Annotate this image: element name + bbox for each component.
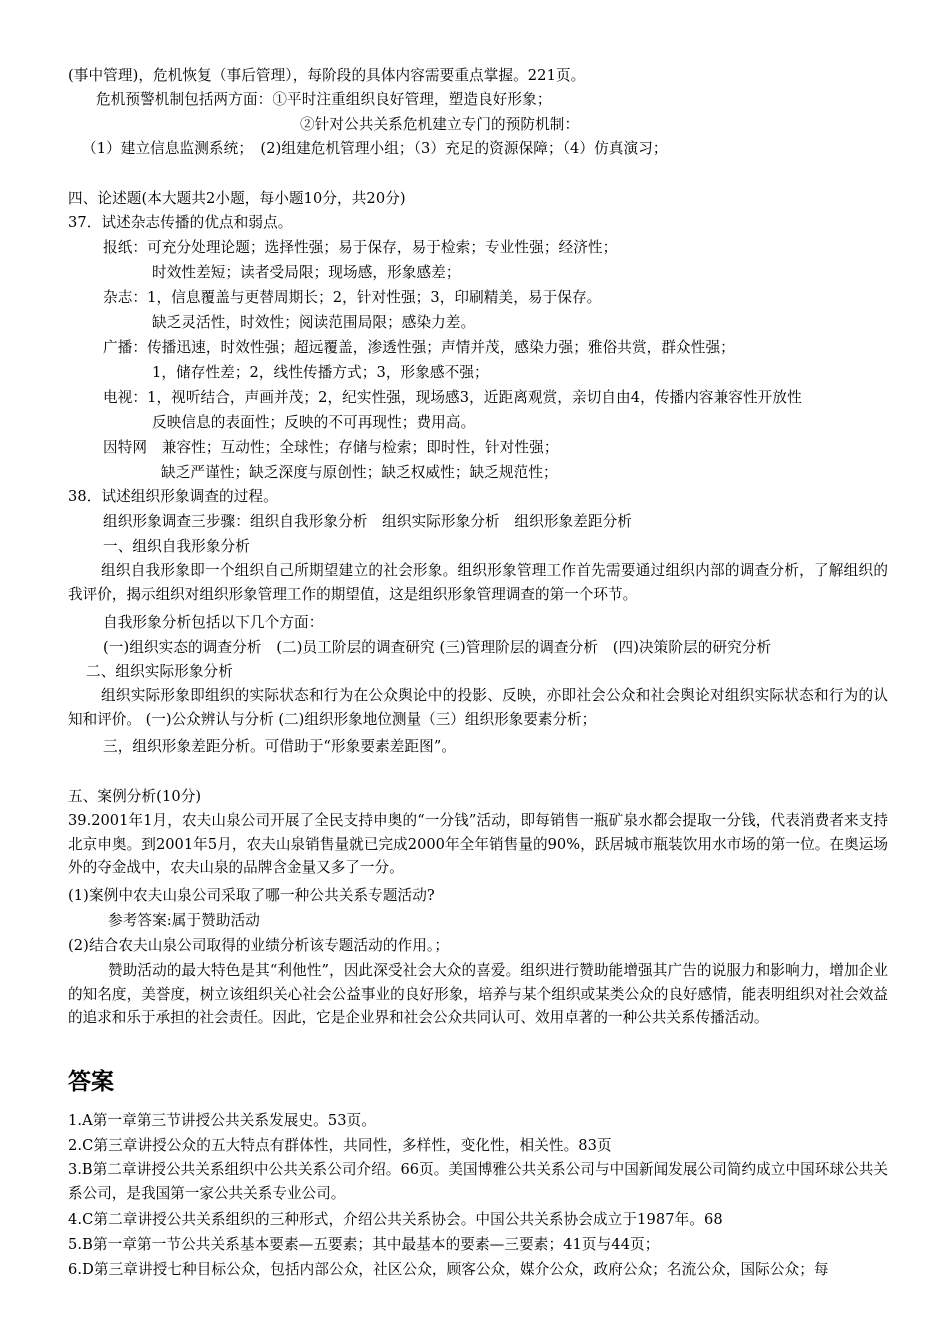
text-line: 时效性差短；读者受局限；现场感，形象感差； xyxy=(152,264,461,281)
answer-item: 2.C第三章讲授公众的五大特点有群体性，共同性，多样性，变化性，相关性。83页 xyxy=(68,1137,612,1154)
text-line: 自我形象分析包括以下几个方面： xyxy=(103,614,324,631)
question-line: (2)结合农夫山泉公司取得的业绩分析该专题活动的作用。； xyxy=(68,937,450,954)
text-line: （1）建立信息监测系统； (2)组建危机管理小组；（3）充足的资源保障；（4）仿真演习； xyxy=(82,140,668,157)
answer-item: 3.B第二章讲授公共关系组织中公共关系公司介绍。66页。美国博雅公共关系公司与中国新闻发展公司简约成立中国环球公共关系公司，是我国第一家公共关系专业公司。 xyxy=(68,1161,888,1202)
text-line: 三，组织形象差距分析。可借助于“形象要素差距图”。 xyxy=(103,738,457,755)
question-title: 37．试述杂志传播的优点和弱点。 xyxy=(68,214,293,231)
section-title: 五、案例分析(10分) xyxy=(68,788,202,805)
text-line: (一)组织实态的调查分析 (二)员工阶层的调查研究 (三)管理阶层的调查分析 (四)决策阶层的研究分析 xyxy=(103,639,772,656)
text-line: 危机预警机制包括两方面：①平时注重组织良好管理，塑造良好形象； xyxy=(96,91,552,108)
text-line: 缺乏灵活性，时效性；阅读范围局限；感染力差。 xyxy=(152,314,476,331)
text-line: ②针对公共关系危机建立专门的预防机制： xyxy=(300,116,580,133)
text-line: 因特网 兼容性；互动性；全球性；存储与检索；即时性，针对性强； xyxy=(103,439,559,456)
answers-heading: 答案 xyxy=(68,1069,114,1095)
text-line: 组织形象调查三步骤：组织自我形象分析 组织实际形象分析 组织形象差距分析 xyxy=(103,513,632,530)
section-title: 四、论述题(本大题共2小题，每小题10分，共20分) xyxy=(68,190,406,207)
answer-item: 4.C第二章讲授公共关系组织的三种形式，介绍公共关系协会。中国公共关系协会成立于1987年。68 xyxy=(68,1211,723,1228)
text-line: (事中管理)，危机恢复（事后管理），每阶段的具体内容需要重点掌握。221页。 xyxy=(68,67,586,84)
question-line: (1)案例中农夫山泉公司采取了哪一种公共关系专题活动? xyxy=(68,887,435,904)
paragraph: 赞助活动的最大特色是其“利他性”，因此深受社会大众的喜爱。组织进行赞助能增强其广告的说服力和影响力，增加企业的知名度，美誉度，树立该组织关心社会公益事业的良好形象，培养与某个组织或某类公众的良好感情，能表明组织对社会效益的追求和乐于承担的社会责任。因此，它是企业界和社会公众共同认可、效用卓著的一种公共关系传播活动。 xyxy=(68,962,888,1026)
text-line: 反映信息的表面性；反映的不可再现性；费用高。 xyxy=(152,414,476,431)
answer-line: 参考答案:属于赞助活动 xyxy=(108,912,260,929)
text-line: 电视：1，视听结合，声画并茂；2，纪实性强，现场感3，近距离观赏，亲切自由4，传播内容兼容性开放性 xyxy=(103,389,802,406)
paragraph: 39.2001年1月，农夫山泉公司开展了全民支持申奥的“一分钱”活动，即每销售一瓶矿泉水都会提取一分钱，代表消费者来支持北京申奥。到2001年5月，农夫山泉销售量就已完成2000年全年销售量的90%，跃居城市瓶装饮用水市场的第一位。在奥运场外的夺金战中，农夫山泉的品牌含金量又多了一分。 xyxy=(68,812,888,876)
answer-item: 5.B第一章第一节公共关系基本要素—五要素；其中最基本的要素—三要素；41页与44页； xyxy=(68,1236,660,1253)
text-line: 杂志：1，信息覆盖与更替周期长；2，针对性强；3，印刷精美，易于保存。 xyxy=(103,289,602,306)
question-title: 38．试述组织形象调查的过程。 xyxy=(68,488,278,505)
text-line: 1，储存性差；2，线性传播方式；3，形象感不强； xyxy=(152,364,489,381)
subheading: 二、组织实际形象分析 xyxy=(86,663,233,680)
text-line: 广播：传播迅速，时效性强；超远覆盖，渗透性强；声情并茂，感染力强；雅俗共赏，群众性强； xyxy=(103,339,735,356)
answer-item: 1.A第一章第三节讲授公共关系发展史。53页。 xyxy=(68,1112,377,1129)
subheading: 一、组织自我形象分析 xyxy=(103,538,250,555)
paragraph: 组织实际形象即组织的实际状态和行为在公众舆论中的投影、反映，亦即社会公众和社会舆论对组织实际状态和行为的认知和评价。 (一)公众辨认与分析 (二)组织形象地位测量（三）组织形象要素分析； xyxy=(68,687,888,728)
text-line: 报纸：可充分处理论题；选择性强；易于保存，易于检索；专业性强；经济性； xyxy=(103,239,618,256)
text-line: 缺乏严谨性；缺乏深度与原创性；缺乏权威性；缺乏规范性； xyxy=(161,464,558,481)
answer-item: 6.D第三章讲授七种目标公众，包括内部公众，社区公众，顾客公众，媒介公众，政府公众；名流公众，国际公众；每 xyxy=(68,1261,829,1278)
paragraph: 组织自我形象即一个组织自己所期望建立的社会形象。组织形象管理工作首先需要通过组织内部的调查分析，了解组织的我评价，揭示组织对组织形象管理工作的期望值，这是组织形象管理调查的第一个环节。 xyxy=(68,562,888,603)
